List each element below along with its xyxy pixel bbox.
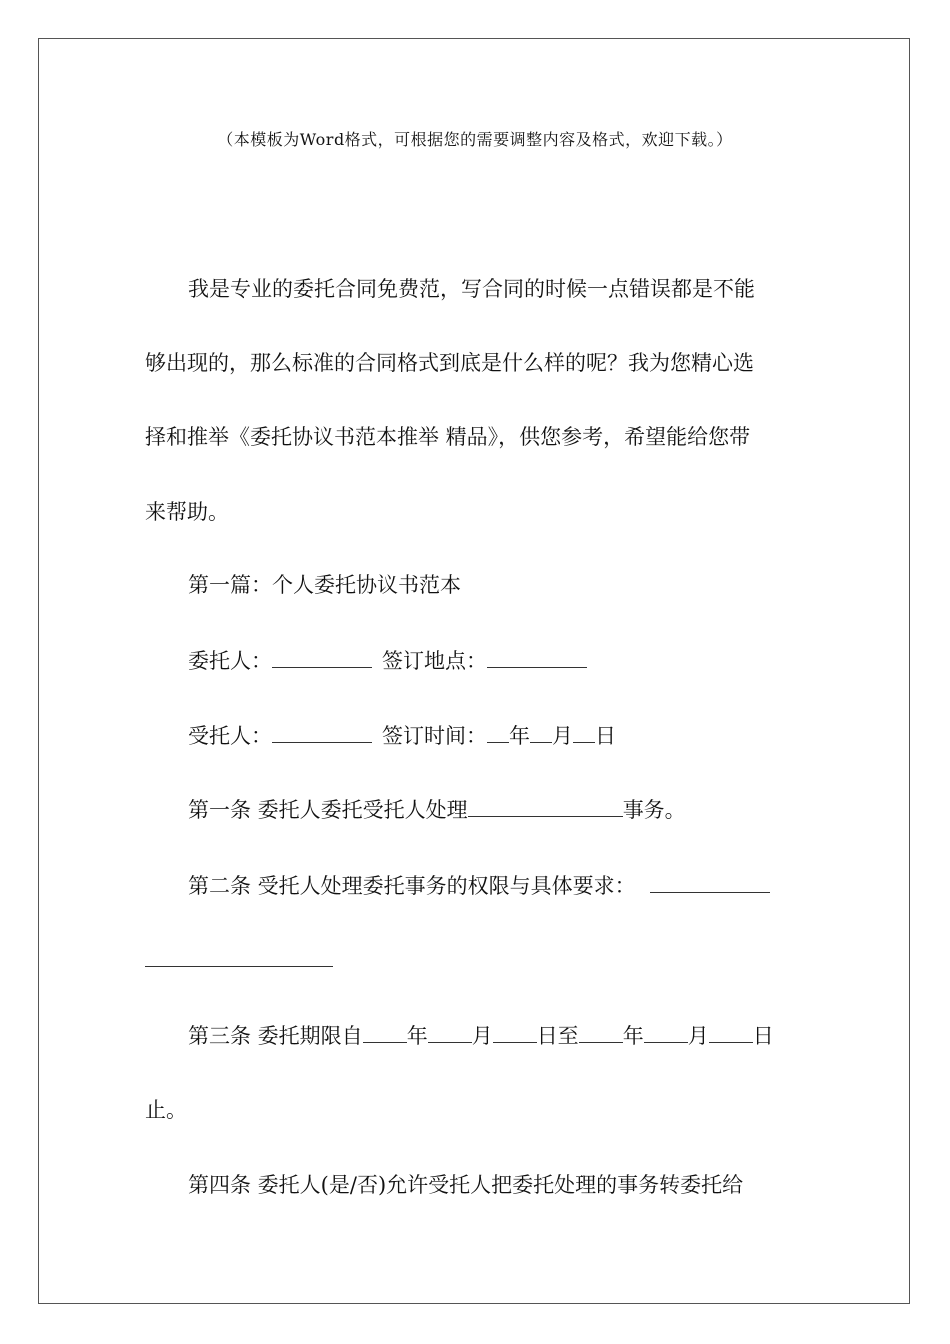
start-year-label: 年 bbox=[406, 1024, 428, 1048]
article-3-end: 止。 bbox=[145, 1098, 187, 1122]
article-2-blank-2[interactable] bbox=[145, 944, 333, 967]
month-label: 月 bbox=[552, 724, 573, 748]
start-month-label: 月 bbox=[471, 1024, 493, 1048]
intro-line-2: 够出现的，那么标准的合同格式到底是什么样的呢？我为您精心选 bbox=[145, 351, 754, 375]
intro-line-3: 择和推举《委托协议书范本推举 精品》，供您参考，希望能给您带 bbox=[145, 425, 751, 449]
principal-label: 委托人： bbox=[188, 649, 272, 673]
article-3-prefix: 第三条 委托期限自 bbox=[188, 1024, 363, 1048]
article-2-continuation bbox=[145, 944, 810, 975]
principal-blank[interactable] bbox=[272, 645, 372, 668]
end-day-label: 日 bbox=[752, 1024, 774, 1048]
sign-place-label: 签订地点： bbox=[382, 649, 487, 673]
section-title: 第一篇：个人委托协议书范本 bbox=[188, 573, 461, 597]
sign-place-blank[interactable] bbox=[487, 645, 587, 668]
article-1-blank[interactable] bbox=[468, 794, 623, 817]
article-2 bbox=[188, 870, 810, 901]
intro-line-4: 来帮助。 bbox=[145, 500, 229, 524]
agent-blank[interactable] bbox=[272, 720, 372, 743]
day-label: 日 bbox=[595, 724, 616, 748]
article-3 bbox=[188, 1020, 810, 1051]
end-day-blank[interactable] bbox=[709, 1020, 753, 1043]
article-1-prefix: 第一条 委托人委托受托人处理 bbox=[188, 798, 468, 822]
principal-row bbox=[188, 645, 810, 676]
sign-time-label: 签订时间： bbox=[382, 724, 487, 748]
sign-day-blank[interactable] bbox=[573, 720, 595, 743]
article-1-suffix: 事务。 bbox=[622, 798, 686, 822]
start-day-blank[interactable] bbox=[493, 1020, 537, 1043]
end-year-label: 年 bbox=[622, 1024, 644, 1048]
article-2-blank-1[interactable] bbox=[650, 870, 770, 893]
end-month-blank[interactable] bbox=[644, 1020, 688, 1043]
sign-month-blank[interactable] bbox=[530, 720, 552, 743]
article-4: 第四条 委托人(是/否)允许受托人把委托处理的事务转委托给 bbox=[188, 1173, 744, 1197]
agent-label: 受托人： bbox=[188, 724, 272, 748]
start-month-blank[interactable] bbox=[428, 1020, 472, 1043]
end-month-label: 月 bbox=[687, 1024, 709, 1048]
year-label: 年 bbox=[509, 724, 530, 748]
template-note: （本模板为Word格式，可根据您的需要调整内容及格式，欢迎下载。） bbox=[217, 130, 733, 149]
sign-year-blank[interactable] bbox=[487, 720, 509, 743]
article-3-to: 日至 bbox=[536, 1024, 579, 1048]
intro-line-1: 我是专业的委托合同免费范，写合同的时候一点错误都是不能 bbox=[188, 277, 755, 301]
end-year-blank[interactable] bbox=[579, 1020, 623, 1043]
start-year-blank[interactable] bbox=[363, 1020, 407, 1043]
article-1 bbox=[188, 794, 810, 825]
agent-row bbox=[188, 720, 810, 751]
article-2-text: 第二条 受托人处理委托事务的权限与具体要求： bbox=[188, 874, 636, 898]
